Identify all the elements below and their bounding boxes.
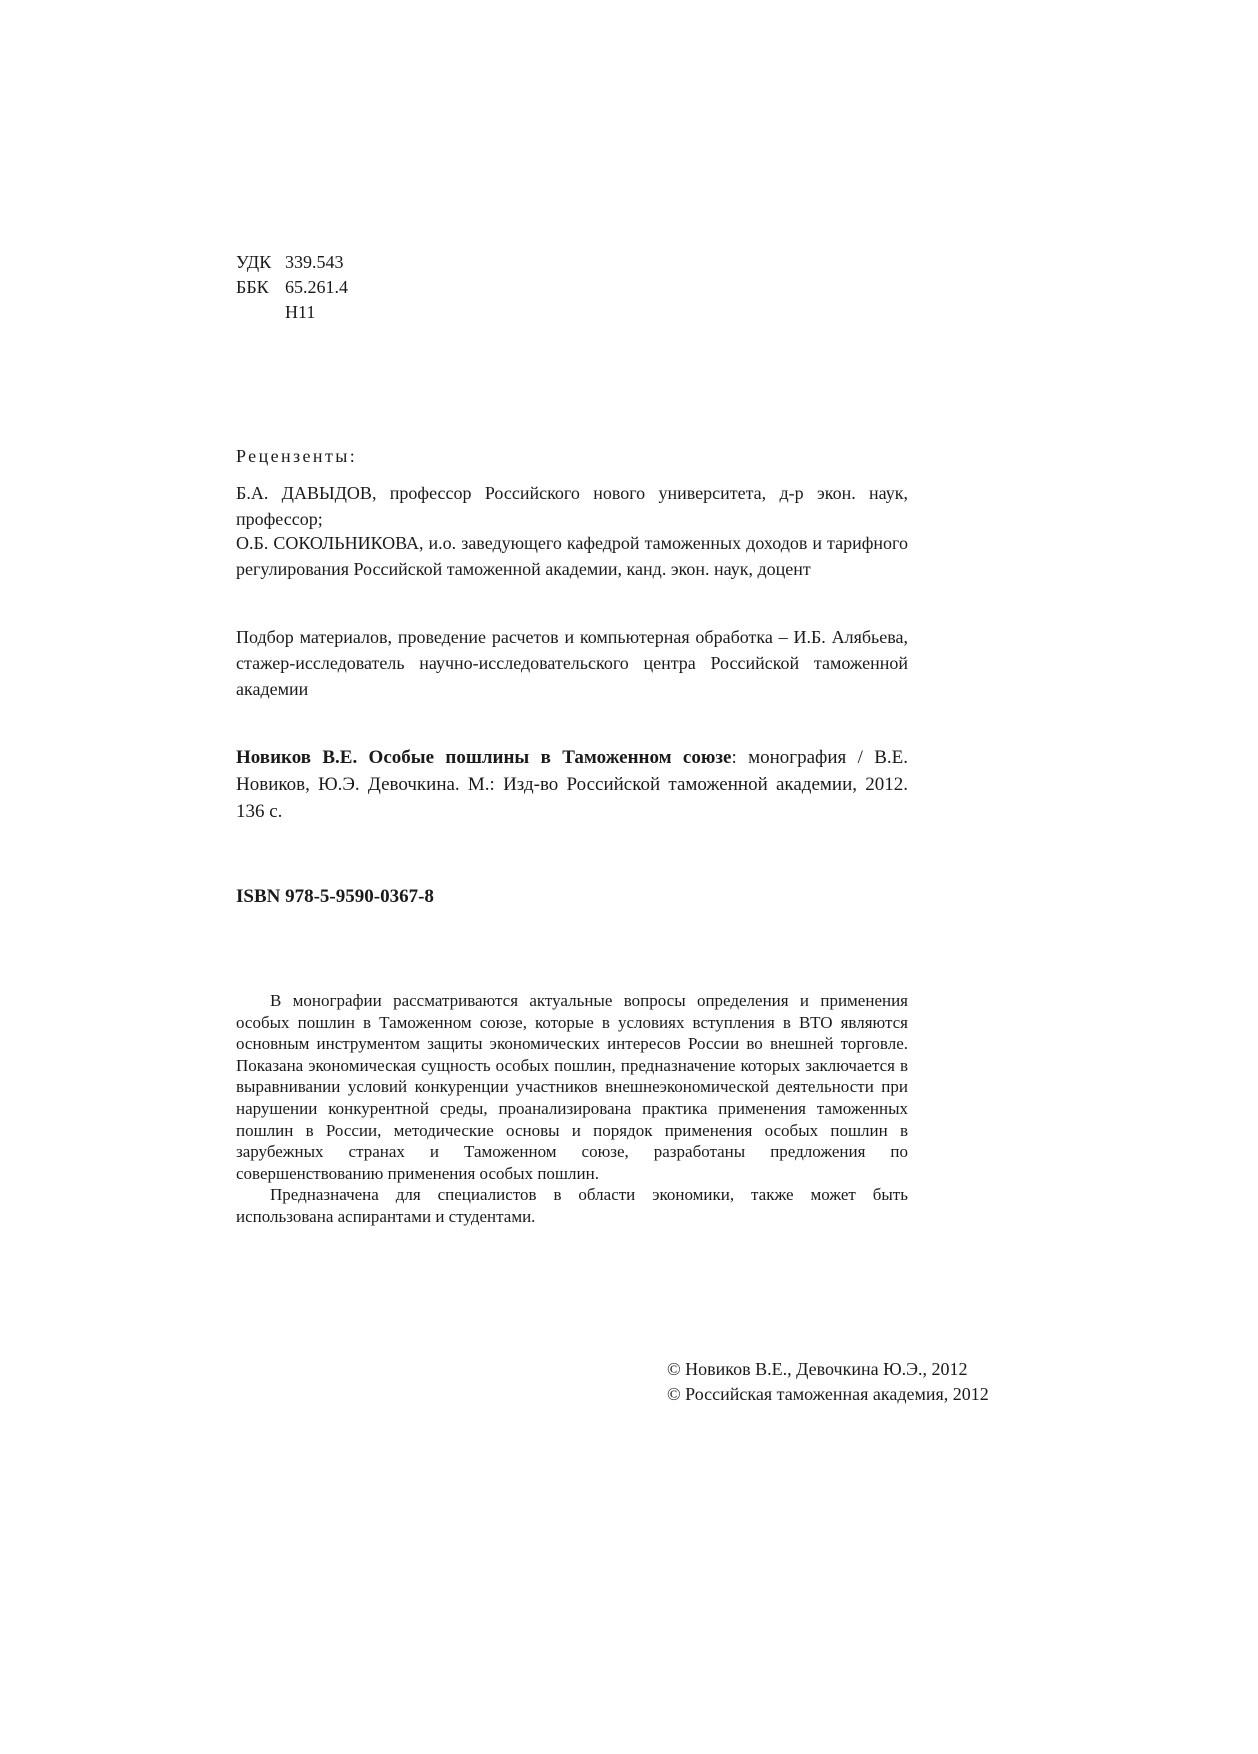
materials-credit: Подбор материалов, проведение расчетов и компьютерная обработка – И.Б. Алябьева, стажер-исследователь научно-исследовательского центра Российской таможенной академии [236,627,908,699]
bbk-code [236,275,908,300]
reviewers-heading: Рецензенты: [236,446,358,466]
citation-title: Новиков В.Е. Особые пошлины в Таможенном союзе [236,747,732,768]
copyright [667,1357,1027,1407]
udk-code [236,250,908,275]
reviewer-2: О.Б. СОКОЛЬНИКОВА, и.о. заведующего кафедрой таможенных доходов и тарифного регулирования Российской таможенной академии, канд. экон. наук, доцент [236,533,908,579]
copyright-authors: © Новиков В.Е., Девочкина Ю.Э., 2012 [667,1359,968,1379]
citation-details: : монография / В.Е. Новиков, Ю.Э. Девочкина. М.: Изд-во Российской таможенной академии, 2012. 136 с. [236,747,908,822]
bibliographic-citation [236,744,908,825]
annotation-paragraph-1: В монографии рассматриваются актуальные вопросы определения и применения особых пошлин в Таможенном союзе, которые в условиях вступления в ВТО являются основным инструментом защиты экономических интересов России во внешней торговле. Показана экономическая сущность особых пошлин, предназначение которых заключается в выравнивании условий конкуренции участников внешнеэкономической деятельности при нарушении конкурентной среды, проанализирована практика применения таможенных пошлин в России, методические основы и порядок применения особых пошлин в зарубежных странах и Таможенном союзе, разработаны предложения по совершенствованию применения особых пошлин. [236,991,908,1183]
classification-codes [236,250,908,325]
udk-label: УДК [236,252,272,272]
annotation [236,990,908,1228]
reviewer-1: Б.А. ДАВЫДОВ, профессор Российского нового университета, д-р экон. наук, профессор; [236,483,908,529]
copyright-academy: © Российская таможенная академия, 2012 [667,1384,989,1404]
annotation-paragraph-2: Предназначена для специалистов в области экономики, также может быть использована аспирантами и студентами. [236,1185,908,1226]
bbk-label: ББК [236,277,269,297]
author-sign-label [236,300,285,325]
isbn: ISBN 978-5-9590-0367-8 [236,886,434,907]
author-sign-value: Н11 [285,302,316,322]
author-sign [236,300,908,325]
udk-value: 339.543 [285,252,344,272]
bbk-value: 65.261.4 [285,277,348,297]
